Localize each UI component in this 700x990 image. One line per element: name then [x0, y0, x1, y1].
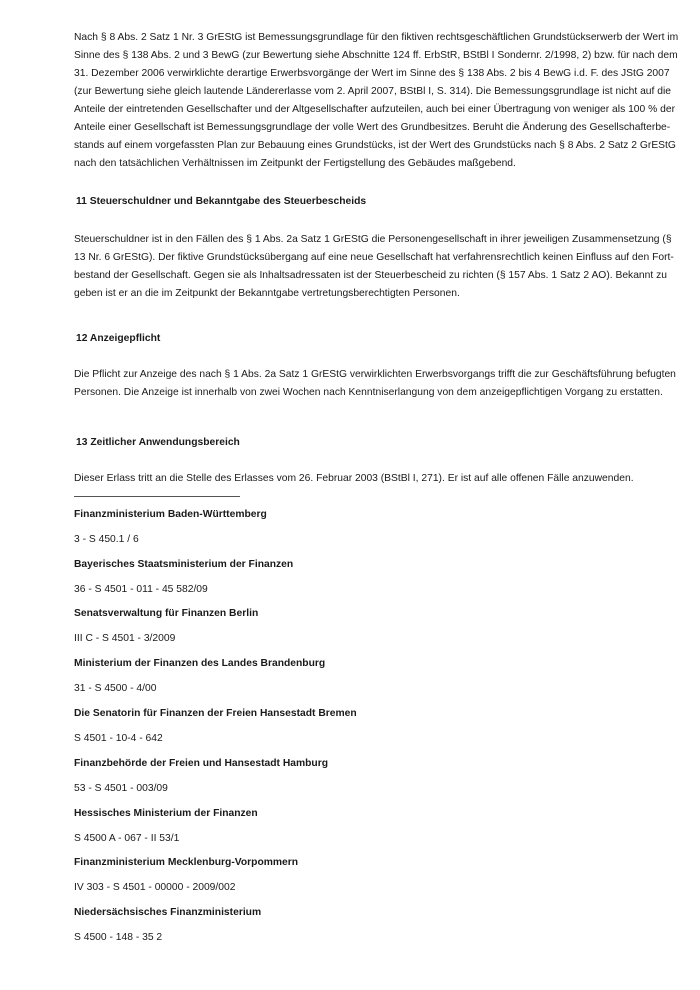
- authority-reference: III C - S 4501 - 3/2009: [74, 633, 176, 644]
- authority-reference: S 4500 A - 067 - II 53/1: [74, 833, 180, 844]
- text-line: geben ist er an die im Zeitpunkt der Bekanntgabe vertretungsberechtigten Personen.: [74, 288, 460, 299]
- text-line: Nach § 8 Abs. 2 Satz 1 Nr. 3 GrEStG ist Bemessungsgrundlage für den fiktiven rechtsgeschäftlichen Grundstückserwerb der Wert im: [74, 32, 679, 43]
- text-line: bestand der Gesellschaft. Gegen sie als Inhaltsadressaten ist der Steuerbescheid zu richten (§ 157 Abs. 1 Satz 2 AO). Bekannt zu: [74, 270, 667, 281]
- authority-reference: S 4501 - 10-4 - 642: [74, 733, 163, 744]
- authority-name: Finanzministerium Baden-Württemberg: [74, 509, 267, 520]
- paragraph-tax-debtor: [74, 231, 674, 303]
- text-line: Die Pflicht zur Anzeige des nach § 1 Abs. 2a Satz 1 GrEStG verwirklichten Erwerbsvorgangs trifft die zur Geschäftsführung befugten: [74, 369, 676, 380]
- authority-reference: S 4500 - 148 - 35 2: [74, 932, 163, 943]
- paragraph-notification-duty: [74, 366, 676, 402]
- authority-reference: 3 - S 450.1 / 6: [74, 534, 139, 545]
- authority-name: Bayerisches Staatsministerium der Finanzen: [74, 559, 294, 570]
- authority-name: Ministerium der Finanzen des Landes Brandenburg: [74, 658, 326, 669]
- paragraph-temporal-scope: [74, 470, 634, 488]
- text-line: 13 Nr. 6 GrEStG). Der fiktive Grundstücksübergang auf eine neue Gesellschaft hat verfahrensrechtlich keinen Einfluss auf den Fort-: [74, 252, 674, 263]
- authority-name: Niedersächsisches Finanzministerium: [74, 907, 262, 918]
- paragraph-assessment-basis: [74, 29, 679, 173]
- authority-name: Senatsverwaltung für Finanzen Berlin: [74, 608, 259, 619]
- authority-name: Finanzbehörde der Freien und Hansestadt Hamburg: [74, 758, 329, 769]
- text-line: Anteile einer Gesellschaft ist Bemessungsgrundlage der volle Wert des Grundbesitzes. Beruht die Änderung des Gesellschafterbe-: [74, 122, 671, 133]
- text-line: stands auf einem vorgefassten Plan zur Bebauung eines Grundstücks, ist der Wert des Grundstücks nach § 8 Abs. 2 Satz 2 GrEStG: [74, 140, 676, 151]
- authority-reference: 36 - S 4501 - 011 - 45 582/09: [74, 584, 208, 595]
- authority-name: Hessisches Ministerium der Finanzen: [74, 808, 258, 819]
- section-heading-12: 12 Anzeigepflicht: [76, 333, 161, 344]
- text-line: Sinne des § 138 Abs. 2 und 3 BewG (zur Bewertung siehe Abschnitte 124 ff. ErbStR, BStBl I Sondernr. 2/1998, 2) bzw. für nach dem: [74, 50, 678, 61]
- section-heading-11: 11 Steuerschuldner und Bekanntgabe des Steuerbescheids: [76, 196, 367, 207]
- text-line: 31. Dezember 2006 verwirklichte derartige Erwerbsvorgänge der Wert im Sinne des § 138 Abs. 2 bis 4 BewG i.d. F. des JStG 2007: [74, 68, 670, 79]
- text-line: (zur Bewertung siehe gleich lautende Ländererlasse vom 2. April 2007, BStBl I, S. 314). Die Bemessungsgrundlage ist nicht auf die: [74, 86, 671, 97]
- authority-name: Die Senatorin für Finanzen der Freien Hansestadt Bremen: [74, 708, 357, 719]
- authority-reference: IV 303 - S 4501 - 00000 - 2009/002: [74, 882, 236, 893]
- divider-line: [74, 496, 240, 497]
- text-line: Personen. Die Anzeige ist innerhalb von zwei Wochen nach Kenntniserlangung von dem anzeigepflichtigen Vorgang zu erstatten.: [74, 387, 663, 398]
- authority-reference: 31 - S 4500 - 4/00: [74, 683, 157, 694]
- text-line: Anteile der eintretenden Gesellschafter und der Altgesellschafter aufzuteilen, auch bei einer Übertragung von weniger als 100 % der: [74, 104, 676, 115]
- section-heading-13: 13 Zeitlicher Anwendungsbereich: [76, 437, 240, 448]
- text-line: Dieser Erlass tritt an die Stelle des Erlasses vom 26. Februar 2003 (BStBl I, 271). Er ist auf alle offenen Fälle anzuwenden.: [74, 473, 634, 484]
- text-line: nach den tatsächlichen Verhältnissen im Zeitpunkt der Fertigstellung des Gebäudes maßgebend.: [74, 158, 516, 169]
- authority-name: Finanzministerium Mecklenburg-Vorpommern: [74, 857, 299, 868]
- text-line: Steuerschuldner ist in den Fällen des § 1 Abs. 2a Satz 1 GrEStG die Personengesellschaft in ihrer jeweiligen Zusammensetzung (§: [74, 234, 672, 245]
- authority-reference: 53 - S 4501 - 003/09: [74, 783, 168, 794]
